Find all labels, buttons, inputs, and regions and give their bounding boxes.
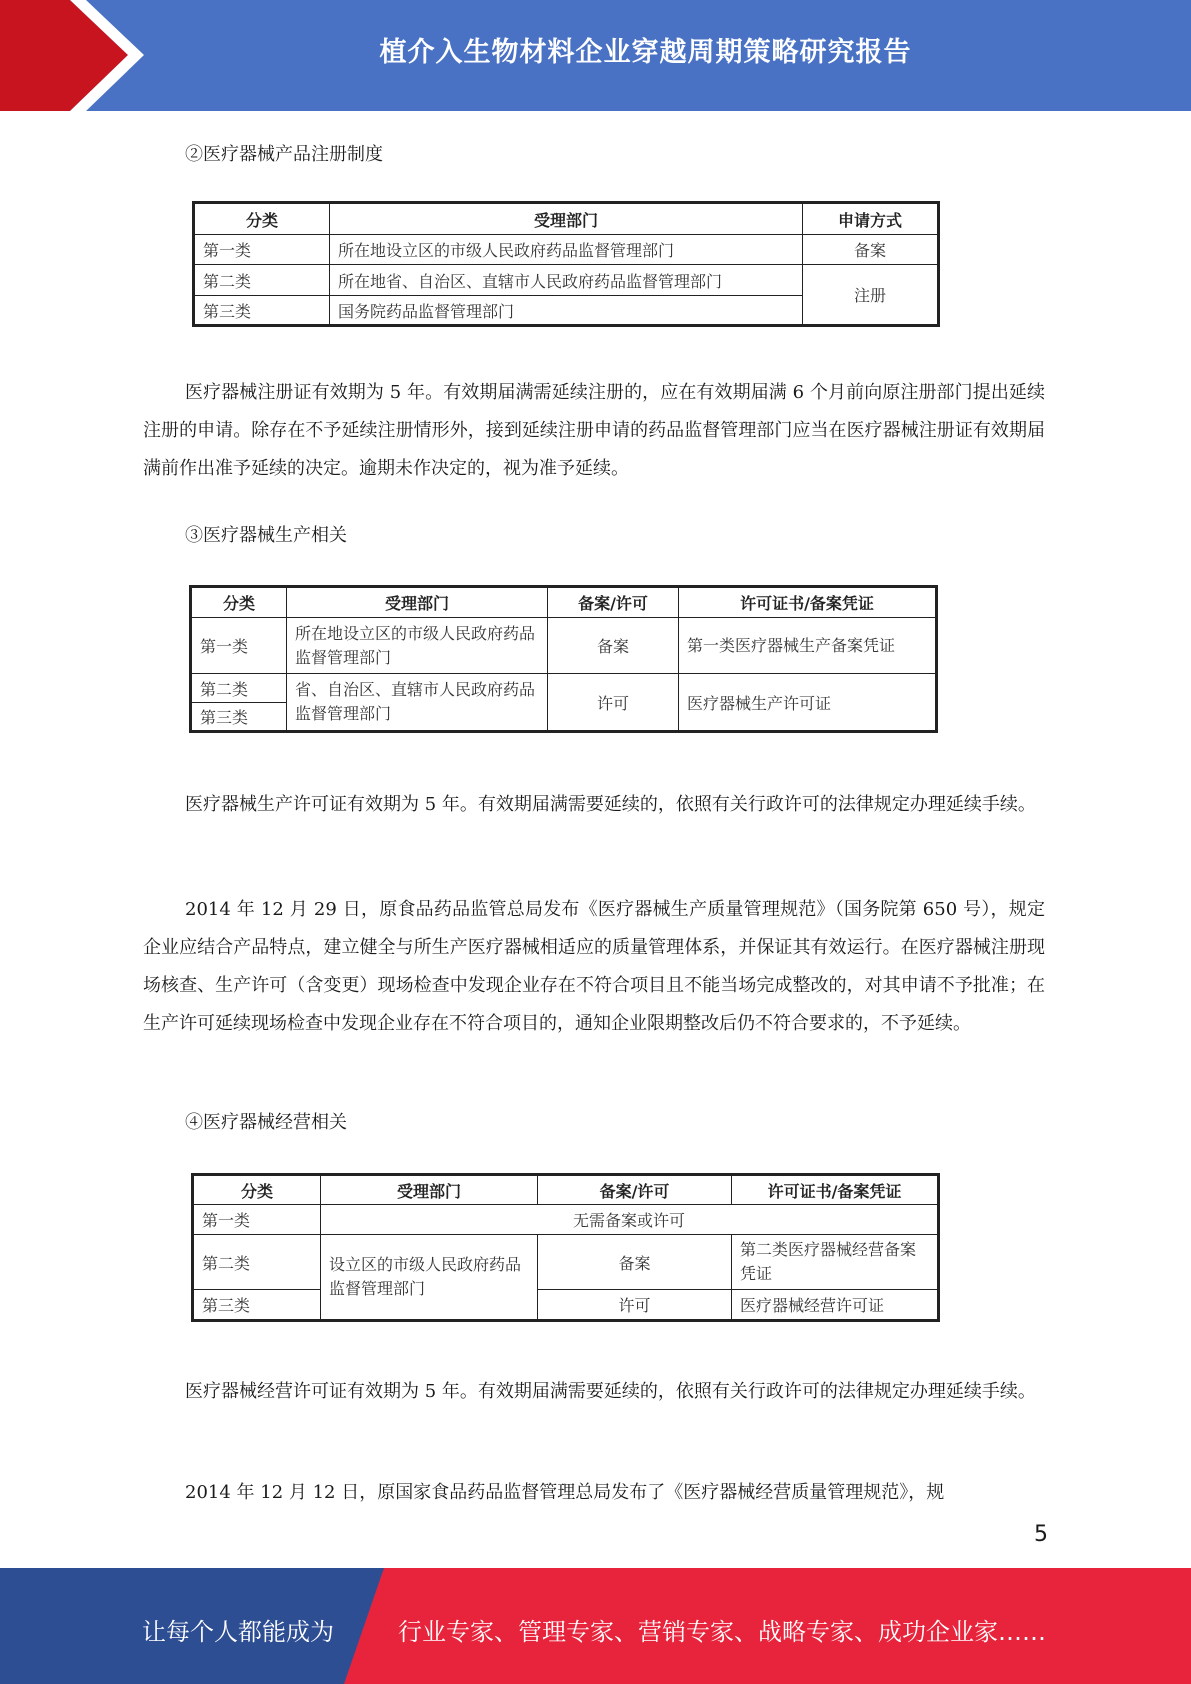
page-footer: [0, 1568, 1191, 1684]
footer-slogan-left: 让每个人都能成为: [142, 1618, 334, 1646]
table-cell: 所在地设立区的市级人民政府药品监督管理部门: [287, 618, 548, 674]
table-header: 受理部门: [330, 203, 803, 235]
table-cell: 备案: [538, 1235, 732, 1290]
table-header: 分类: [193, 1175, 321, 1205]
table-header: 受理部门: [287, 587, 548, 618]
table-cell: 省、自治区、直辖市人民政府药品监督管理部门: [287, 674, 548, 732]
table-cell: 备案: [803, 235, 939, 265]
report-title: 植介入生物材料企业穿越周期策略研究报告: [379, 37, 912, 68]
table-cell: 第三类: [191, 703, 287, 732]
table-cell: 许可: [548, 674, 679, 732]
table-header: 受理部门: [321, 1175, 538, 1205]
table-header: 备案/许可: [548, 587, 679, 618]
table-cell: 所在地省、自治区、直辖市人民政府药品监督管理部门: [330, 265, 803, 296]
section-title-distribution: ④医疗器械经营相关: [185, 1112, 347, 1133]
page-number: 5: [1034, 1522, 1048, 1547]
table-row: [191, 674, 937, 703]
table-cell: 第二类: [194, 265, 330, 296]
distribution-table: [191, 1173, 940, 1322]
table-cell: 第一类: [194, 235, 330, 265]
table-row: [193, 1290, 939, 1321]
production-table: [189, 585, 938, 733]
table-header: 分类: [194, 203, 330, 235]
registration-table: [192, 201, 940, 327]
table-header: 分类: [191, 587, 287, 618]
table-header: 许可证书/备案凭证: [679, 587, 937, 618]
table-row: [194, 265, 939, 296]
table-header: 申请方式: [803, 203, 939, 235]
paragraph: 医疗器械生产许可证有效期为 5 年。有效期届满需要延续的，依照有关行政许可的法律规定办理延续手续。: [185, 794, 1036, 815]
table-cell: 第三类: [193, 1290, 321, 1321]
paragraph: 2014 年 12 月 12 日，原国家食品药品监督管理总局发布了《医疗器械经营质量管理规范》，规: [185, 1482, 945, 1503]
table-row: [193, 1205, 939, 1235]
table-cell: 第二类: [193, 1235, 321, 1290]
paragraph: 医疗器械注册证有效期为 5 年。有效期届满需延续注册的，应在有效期届满 6 个月前向原注册部门提出延续注册的申请。除存在不予延续注册情形外，接到延续注册申请的药品监督管理部门应当在医疗器械注册证有效期届满前作出准予延续的决定。逾期未作决定的，视为准予延续。: [143, 382, 1045, 479]
paragraph: 2014 年 12 月 29 日，原食品药品监管总局发布《医疗器械生产质量管理规范》（国务院第 650 号），规定企业应结合产品特点，建立健全与所生产医疗器械相适应的质量管理体系，并保证其有效运行。在医疗器械注册现场核查、生产许可（含变更）现场检查中发现企业存在不符合项目且不能当场完成整改的，对其申请不予批准；在生产许可延续现场检查中发现企业存在不符合项目的，通知企业限期整改后仍不符合要求的，不予延续。: [143, 899, 1045, 1034]
table-row: [194, 235, 939, 265]
table-cell: 第二类医疗器械经营备案凭证: [732, 1235, 939, 1290]
table-cell: 国务院药品监督管理部门: [330, 296, 803, 326]
table-cell: 许可: [538, 1290, 732, 1321]
table-row: [193, 1235, 939, 1290]
table-cell: 第二类: [191, 674, 287, 703]
page-header: [0, 0, 1191, 111]
footer-slogan-right: 行业专家、管理专家、营销专家、战略专家、成功企业家……: [398, 1618, 1046, 1646]
table-cell: 所在地设立区的市级人民政府药品监督管理部门: [330, 235, 803, 265]
table-row: [191, 618, 937, 674]
table-cell: 第一类: [191, 618, 287, 674]
section-title-production: ③医疗器械生产相关: [185, 525, 347, 546]
table-header: 许可证书/备案凭证: [732, 1175, 939, 1205]
table-cell: 第一类医疗器械生产备案凭证: [679, 618, 937, 674]
table-cell: 无需备案或许可: [321, 1205, 939, 1235]
paragraph: 医疗器械经营许可证有效期为 5 年。有效期届满需要延续的，依照有关行政许可的法律规定办理延续手续。: [185, 1381, 1036, 1402]
table-cell: 设立区的市级人民政府药品监督管理部门: [321, 1235, 538, 1321]
table-cell: 第一类: [193, 1205, 321, 1235]
table-cell: 第三类: [194, 296, 330, 326]
table-header: 备案/许可: [538, 1175, 732, 1205]
table-cell: 注册: [803, 265, 939, 326]
section-title-registration: ②医疗器械产品注册制度: [185, 144, 383, 165]
table-cell: 医疗器械生产许可证: [679, 674, 937, 732]
table-cell: 医疗器械经营许可证: [732, 1290, 939, 1321]
table-cell: 备案: [548, 618, 679, 674]
